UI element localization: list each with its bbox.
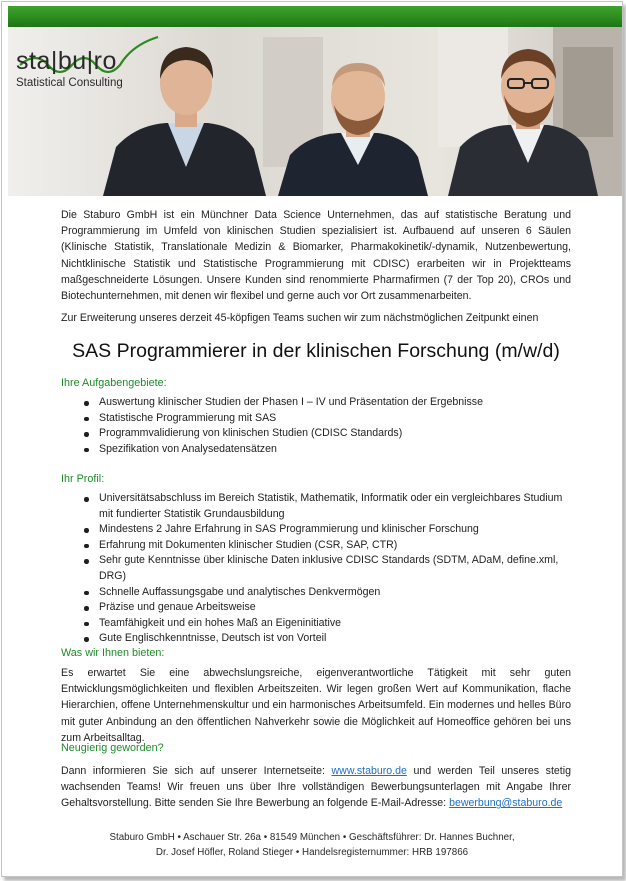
lead-paragraph: Zur Erweiterung unseres derzeit 45-köpfigen Teams suchen wir zum nächstmöglichen Zeitpunkt einen: [61, 312, 539, 324]
list-item: Teamfähigkeit und ein hohes Maß an Eigeninitiative: [61, 616, 571, 632]
tasks-list: [61, 395, 571, 457]
list-item: Statistische Programmierung mit SAS: [61, 411, 571, 427]
list-item: Gute Englischkenntnisse, Deutsch ist von Vorteil: [61, 631, 571, 647]
contact-heading: Neugierig geworden?: [61, 742, 164, 754]
list-item: Universitätsabschluss im Bereich Statistik, Mathematik, Informatik oder ein vergleichbares Studium mit fundierter Statistik Grundausbildung: [61, 491, 571, 522]
contact-text-1: Dann informieren Sie sich auf unserer Internetseite:: [61, 765, 332, 777]
profile-list: [61, 491, 571, 647]
list-item: Programmvalidierung von klinischen Studien (CDISC Standards): [61, 426, 571, 442]
list-item: Spezifikation von Analysedatensätzen: [61, 442, 571, 458]
footer: [2, 831, 622, 860]
list-item: Sehr gute Kenntnisse über klinische Daten inklusive CDISC Standards (SDTM, ADaM, define.xml, DRG): [61, 553, 571, 584]
tasks-heading: Ihre Aufgabengebiete:: [61, 377, 167, 389]
email-link[interactable]: bewerbung@staburo.de: [449, 797, 563, 810]
logo-wordmark: sta|bu|ro: [16, 47, 117, 75]
contact-paragraph: [61, 763, 571, 812]
list-item: Schnelle Auffassungsgabe und analytisches Denkvermögen: [61, 585, 571, 601]
footer-line-1: Staburo GmbH • Aschauer Str. 26a • 81549 München • Geschäftsführer: Dr. Hannes Buchner,: [109, 832, 515, 843]
team-photo: [8, 27, 622, 196]
offer-heading: Was wir Ihnen bieten:: [61, 647, 165, 659]
job-title: SAS Programmierer in der klinischen Forschung (m/w/d): [72, 340, 560, 362]
intro-paragraph: Die Staburo GmbH ist ein Münchner Data Science Unternehmen, das auf statistische Beratung und Programmierung im Umfeld von klinischen Studien spezialisiert ist. Aufbauend auf unseren 6 Säulen (Klinische Statistik, Translationale Medizin & Biomarker, Pharmakokinetik/-dynamik, Nutzenbewertung, Nichtklinische Statistik und Statistische Programmierung mit CDISC) erarbeiten wir in Projektteams maßgeschneiderte Lösungen. Unsere Kunden sind renommierte Pharmafirmen (7 der Top 20), CROs und Biotechunternehmen, mit denen wir flexibel und gerne auch vor Ort zusammenarbeiten.: [61, 209, 571, 303]
profile-heading: Ihr Profil:: [61, 473, 105, 485]
list-item: Präzise und genaue Arbeitsweise: [61, 600, 571, 616]
top-green-bar: [8, 6, 622, 27]
list-item: Auswertung klinischer Studien der Phasen I – IV und Präsentation der Ergebnisse: [61, 395, 571, 411]
logo-tagline: Statistical Consulting: [16, 77, 123, 89]
contact-text-2: und werden Teil unseres stetig wachsenden Teams! Wir freuen uns über Ihre vollständigen Bewerbungsunterlagen mit Angabe Ihrer Gehaltsvorstellung. Bitte senden Sie Ihre Bewerbung an folgende E-Mail-Adresse:: [61, 765, 571, 810]
list-item: Erfahrung mit Dokumenten klinischer Studien (CSR, SAP, CTR): [61, 538, 571, 554]
list-item: Mindestens 2 Jahre Erfahrung in SAS Programmierung und klinischer Forschung: [61, 522, 571, 538]
job-posting-page: [1, 1, 623, 877]
footer-line-2: Dr. Josef Höfler, Roland Stieger • Handelsregisternummer: HRB 197866: [155, 846, 469, 858]
website-link[interactable]: www.staburo.de: [331, 765, 407, 777]
offer-paragraph: Es erwartet Sie eine abwechslungsreiche, eigenverantwortliche Tätigkeit mit sehr guten Entwicklungsmöglichkeiten und flexiblen Arbeitszeiten. Wir legen großen Wert auf Kommunikation, flache Hierarchien, offene Unternehmenskultur und ein harmonisches Arbeitsumfeld. Ein modernes und helles Büro mit guter Anbindung an den öffentlichen Nahverkehr sowie die Möglichkeit auf Homeoffice gehören bei uns zum Arbeitsalltag.: [61, 667, 571, 744]
